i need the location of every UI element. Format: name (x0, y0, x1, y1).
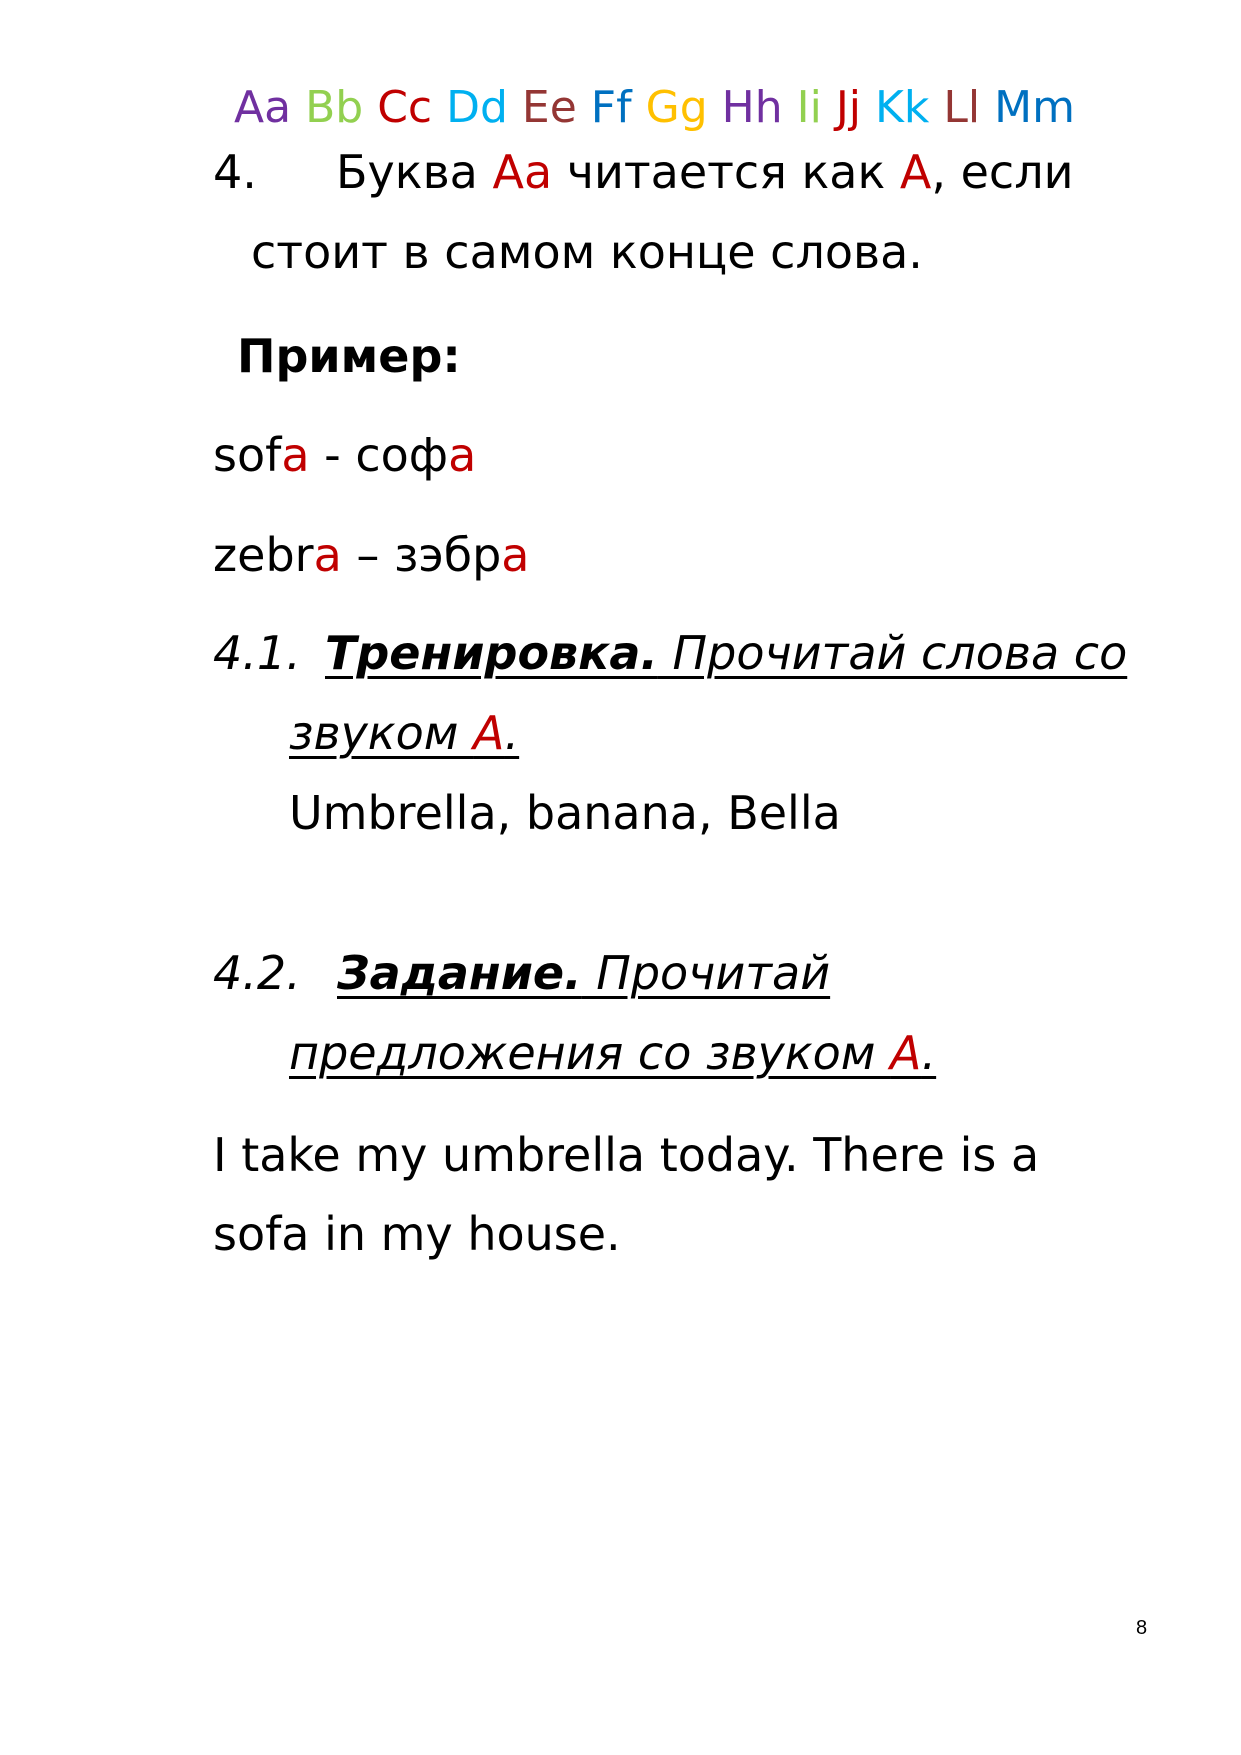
alphabet-letter: Ll (943, 82, 981, 133)
alphabet-letter: Aa (234, 82, 292, 133)
example-word-sofa (213, 425, 476, 485)
training-words: Umbrella, banana, Bella (289, 786, 841, 840)
rule-text-3: , если (931, 145, 1074, 199)
example-heading: Пример: (237, 329, 461, 383)
word-stem: sof (213, 428, 282, 482)
word-ending: а (448, 428, 477, 482)
alphabet-letter: Cc (377, 82, 433, 133)
word-ending: а (501, 528, 530, 582)
training-title: Тренировка. (325, 626, 658, 680)
task-line-1 (337, 943, 830, 1003)
word-ending: a (313, 528, 342, 582)
page-number: 8 (1136, 1617, 1148, 1639)
task-number: 4.2. (213, 946, 301, 1000)
rule-letter: Aa (492, 145, 553, 199)
rule-number: 4. (213, 145, 257, 199)
alphabet-letter: Ii (796, 82, 822, 133)
alphabet-letter: Ff (590, 82, 632, 133)
word-stem: zebr (213, 528, 314, 582)
training-sound: А (473, 706, 505, 760)
training-line-2 (289, 703, 519, 763)
word-stem: зэбр (394, 528, 502, 582)
rule-text-1: Буква (336, 145, 493, 199)
rule-line-2: стоит в самом конце слова. (251, 225, 923, 279)
alphabet-letter: Kk (875, 82, 930, 133)
task-title: Задание. (337, 946, 582, 1000)
alphabet-letter: Ee (521, 82, 577, 133)
word-stem: соф (355, 428, 449, 482)
alphabet-letter: Bb (305, 82, 364, 133)
example-word-zebra (213, 525, 530, 585)
rule-text-2: читается как (552, 145, 900, 199)
task-sound: А (890, 1026, 922, 1080)
alphabet-letter: Dd (446, 82, 508, 133)
word-ending: a (281, 428, 310, 482)
task-line-2 (289, 1023, 936, 1083)
task-sentence-line-1: I take my umbrella today. There is a (213, 1128, 1040, 1182)
dash: - (309, 428, 356, 482)
task-sentence-line-2: sofa in my house. (213, 1207, 621, 1261)
training-number: 4.1. (213, 626, 301, 680)
rule-sound: A (899, 145, 932, 199)
dash: – (341, 528, 395, 582)
alphabet-letter: Gg (645, 82, 708, 133)
alphabet-letter: Jj (835, 82, 862, 133)
alphabet-letter: Mm (994, 82, 1075, 133)
period: . (921, 1026, 937, 1080)
rule-line-1 (336, 142, 1074, 202)
alphabet-letter: Hh (721, 82, 783, 133)
task-instruction: Прочитай (581, 946, 831, 1000)
alphabet-header (234, 80, 1089, 136)
training-instruction-cont: звуком (289, 706, 474, 760)
training-instruction: Прочитай слова со (657, 626, 1128, 680)
task-instruction-cont: предложения со звуком (289, 1026, 891, 1080)
training-line-1 (325, 623, 1127, 683)
period: . (504, 706, 520, 760)
